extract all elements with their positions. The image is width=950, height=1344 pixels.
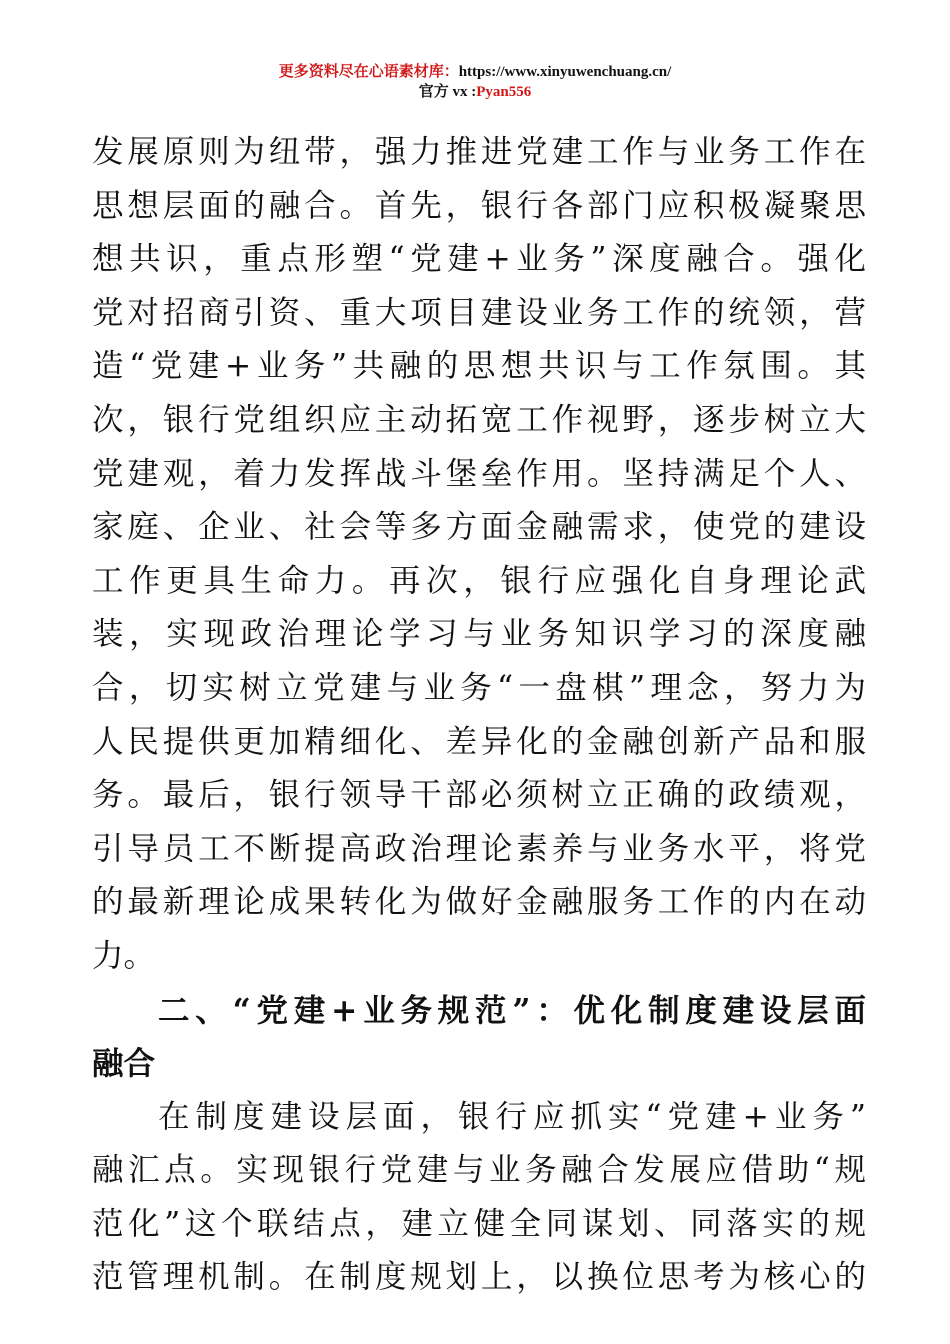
paragraph-line: 家庭、企业、社会等多方面金融需求，使党的建设 (92, 509, 866, 546)
paragraph-line: 融汇点。实现银行党建与业务融合发展应借助“规 (92, 1152, 866, 1189)
contact-id: Pyan556 (476, 84, 532, 100)
paragraph-line: 思想层面的融合。首先，银行各部门应积极凝聚思 (92, 187, 866, 224)
paragraph-line: 造“党建+业务”共融的思想共识与工作氛围。其 (92, 348, 866, 385)
promo-line (0, 62, 950, 82)
paragraph-line: 发展原则为纽带，强力推进党建工作与业务工作在 (92, 134, 866, 170)
promo-label: 更多资料尽在心语素材库： (278, 64, 459, 80)
paragraph-line: 合，切实树立党建与业务“一盘棋”理念，努力为 (92, 669, 866, 706)
paragraph-line: 范管理机制。在制度规划上，以换位思考为核心的 (92, 1259, 866, 1296)
document-body (92, 126, 866, 1305)
paragraph-line: 务。最后，银行领导干部必须树立正确的政绩观， (92, 777, 866, 814)
contact-label: 官方 vx : (418, 84, 477, 100)
paragraph-line: 力。 (92, 937, 156, 974)
promo-url[interactable]: https://www.xinyuwenchuang.cn/ (458, 64, 672, 80)
paragraph-line: 的最新理论成果转化为做好金融服务工作的内在动 (92, 884, 866, 921)
paragraph-line: 引导员工不断提高政治理论素养与业务水平，将党 (92, 830, 866, 867)
paragraph-line: 装，实现政治理论学习与业务知识学习的深度融 (92, 616, 866, 653)
paragraph-line: 在制度建设层面，银行应抓实“党建+业务” (158, 1098, 866, 1135)
section-heading-continued: 融合 (92, 1045, 156, 1083)
contact-line (0, 82, 950, 102)
paragraph-line: 人民提供更加精细化、差异化的金融创新产品和服 (92, 723, 866, 760)
paragraph-line: 想共识，重点形塑“党建+业务”深度融合。强化 (92, 241, 866, 278)
paragraph-line: 次，银行党组织应主动拓宽工作视野，逐步树立大 (92, 401, 866, 438)
paragraph-line: 工作更具生命力。再次，银行应强化自身理论武 (92, 562, 866, 599)
section-heading: 二、“党建+业务规范”：优化制度建设层面 (158, 991, 866, 1029)
paragraph-line: 党建观，着力发挥战斗堡垒作用。坚持满足个人、 (92, 455, 866, 492)
paragraph-line: 范化”这个联结点，建立健全同谋划、同落实的规 (92, 1205, 866, 1242)
promo-header (0, 62, 950, 102)
paragraph-line: 党对招商引资、重大项目建设业务工作的统领，营 (92, 294, 866, 331)
